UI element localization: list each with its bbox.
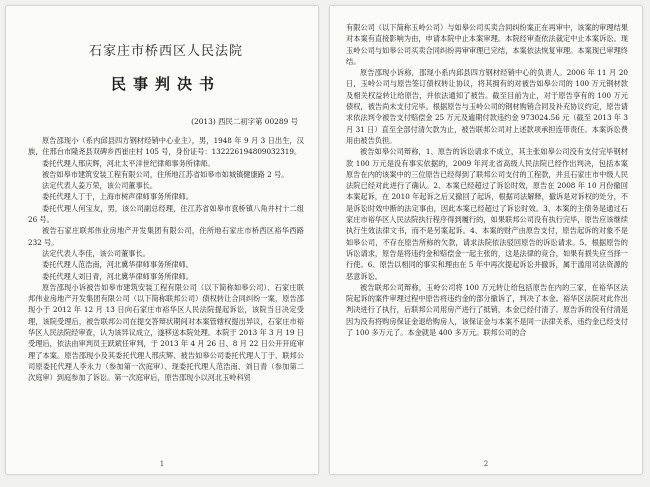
paragraph-defendant-1: 被告如皋市建筑安装工程有限公司，住所地江苏省如皋市如城镇健康路 2 号。 (42, 169, 289, 179)
paragraph-defendant-1-agent-a: 委托代理人丁于，上海市树声律师事务所律师。 (42, 192, 193, 202)
paragraph-defendant-2-rep: 法定代表人李佳，该公司董事长。 (42, 248, 150, 258)
paragraph-plaintiff: 原告邵现小（系内邱县四方钢材经销中心业主），男，1948 年 9 月 3 日出生，汉族，住邢台市隆尧县双碑乡西崔庄村 105 号，身份证号：132226194809032319。 (28, 136, 304, 157)
paragraph-case-history: 原告邵现小诉被告如皋市建筑安装工程有限公司（以下简称如皋公司）、石家庄联邦伟业房地产开发集团有限公司（以下简称联邦公司）债权转让合同纠纷一案，原告邵现小于 2012 年 12 月 13 日向石家庄市裕华区人民法院提起诉讼，该院当日决定受理，该院受理后，被告联邦公司在提交答辩状期间对本案管辖权提出异议，石家庄市裕华区人民法院经审查，认为该异议成立，遂移送本院处理。本院于 2013 年 3 月 19 日受理后，依法由审判员王跃斌任审判，于 2013 年 4 月 26 日、8 月 22 日公开开庭审理了本案。原告邵现小及其委托代理人邢庆辉、被告如皋公司委托代理人丁于、联邦公司原委托代理人李永力（参加第一次庭审）、现委托代理人范浩南、刘日青（参加第二次庭审）到庭参加了诉讼。第一次庭审后，原告邵现小以河北玉岭科贸 (28, 282, 304, 383)
document-title: 民事判决书 (110, 75, 221, 93)
case-number: (2013) 西民二初字第 00289 号 (191, 117, 298, 126)
paragraph-defendant-2: 被告石家庄联邦伟业房地产开发集团有限公司，住所地石家庄市桥西区裕华西路 232 号。 (28, 226, 304, 247)
judgment-page-2 (330, 6, 642, 474)
page-number: 1 (159, 460, 165, 468)
paragraph-defendant-1-agent-b: 委托代理人何宝友，男，该公司副总经理，住江苏省如皋市袁桥镇八角井村十二组 26 号。 (28, 203, 304, 225)
paragraph-plaintiff-agent: 委托代理人邢庆辉，河北太平洋世纪律师事务所律师。 (42, 158, 215, 168)
judgment-page-1 (6, 6, 318, 474)
paragraph-defendant-2-agent-b: 委托代理人刘日青，河北冀华律师事务所律师。 (42, 271, 193, 281)
paragraph-defendant-2-defense: 被告联邦公司辩称，玉岭公司将 100 万元转让给包括原告在内的三家，在裕华区法院起诉的案件审理过程中原告将违约金的部分撤诉了，判决了本金。裕华区法院对此作出判决进行了执行，后联邦公司用房产进行了抵销，本金已经付清了。原告诉的没有付清是因为没有将购房保证金退给购房人，该保证金与本案不是同一法律关系，违约金已经支付了 100 多万元了。本金就是 400 多万元。联邦公司的合 (346, 282, 628, 338)
paragraph-defendant-1-rep: 法定代表人姜万荣，该公司董事长。 (42, 181, 158, 191)
paragraph-defendant-2-agent-a: 委托代理人范浩南，河北冀华律师事务所律师。 (42, 260, 193, 270)
page-number: 2 (483, 460, 489, 468)
left-body (28, 135, 304, 384)
paragraph-continuation: 有限公司（以下简称玉岭公司）与如皋公司买卖合同纠纷案正在再审中，该案的审理结果对本案有直接影响为由，申请本院中止本案审理。本院经审查依法裁定中止本案诉讼。现玉岭公司与如皋公司买卖合同纠纷再审审理已完结，本案依法恢复审理。本案现已审理终结。 (346, 23, 628, 66)
court-name: 石家庄市桥西区人民法院 (88, 44, 243, 59)
paragraph-plaintiff-claims: 原告邵现小诉称，邵现小系内邱县四方钢材经销中心的负责人。2006 年 11 月 20 日，玉岭公司与原告签订债权转让协议，将其拥有的对被告如皋公司的 100 万元钢材款及相关权益转让给原告，并依法通知了被告。截至目前为止，对于原告享有的 100 万元债权，被告尚未支付完毕。根据原告与玉岭公司的钢材购销合同及补充协议约定，原告请求依法判令被告支付赔偿金 25 万元及逾期付款违约金 973024.56 元（截至 2013 年 3 月 31 日）直至全部付清欠款为止，被告联邦公司对上述款项承担连带责任。本案诉讼费用由被告负担。 (346, 68, 628, 145)
paragraph-defendant-1-defense: 被告如皋公司辩称，1、原告的诉讼请求不成立，其主张如皋公司没有支付完毕钢材款 100 万元是没有事实依据的，2009 年河北省高级人民法院已经作出判决，包括本案原告在内的该案中的三位原告已经得到了联邦公司支付的工程款，并且石家庄市中级人民法院已经对此进行了确认。2、本案已经超过了诉讼时效，原告在 2008 年 10 月份撤回本案起诉，在 2010 年起诉之后又撤回了起诉，根据司法解释，撤诉是对诉权的处分，不是诉讼时效中断的法定事由，因此本案已经超过了诉讼时效。3、本案的主债务是通过石家庄市裕华区人民法院执行程序得到履行的，如果联邦公司没有执行完毕，原告应该继续执行生效法律文书，而不是另案起诉。4、本案的财产由原告支付，原告起诉的对象不是如皋公司，不存在原告所称的欠款，请求法院依法驳回原告的诉讼请求。5、根据原告的诉讼请求，原告是将违约金和赔偿金一起主张的，这是法律的竞合，如果有损失应当择一行使。6、原告以相同的事实和理由在 5 年中再次提起诉讼并撤诉，属于滥用司法资源的恶意诉讼。 (346, 147, 628, 281)
